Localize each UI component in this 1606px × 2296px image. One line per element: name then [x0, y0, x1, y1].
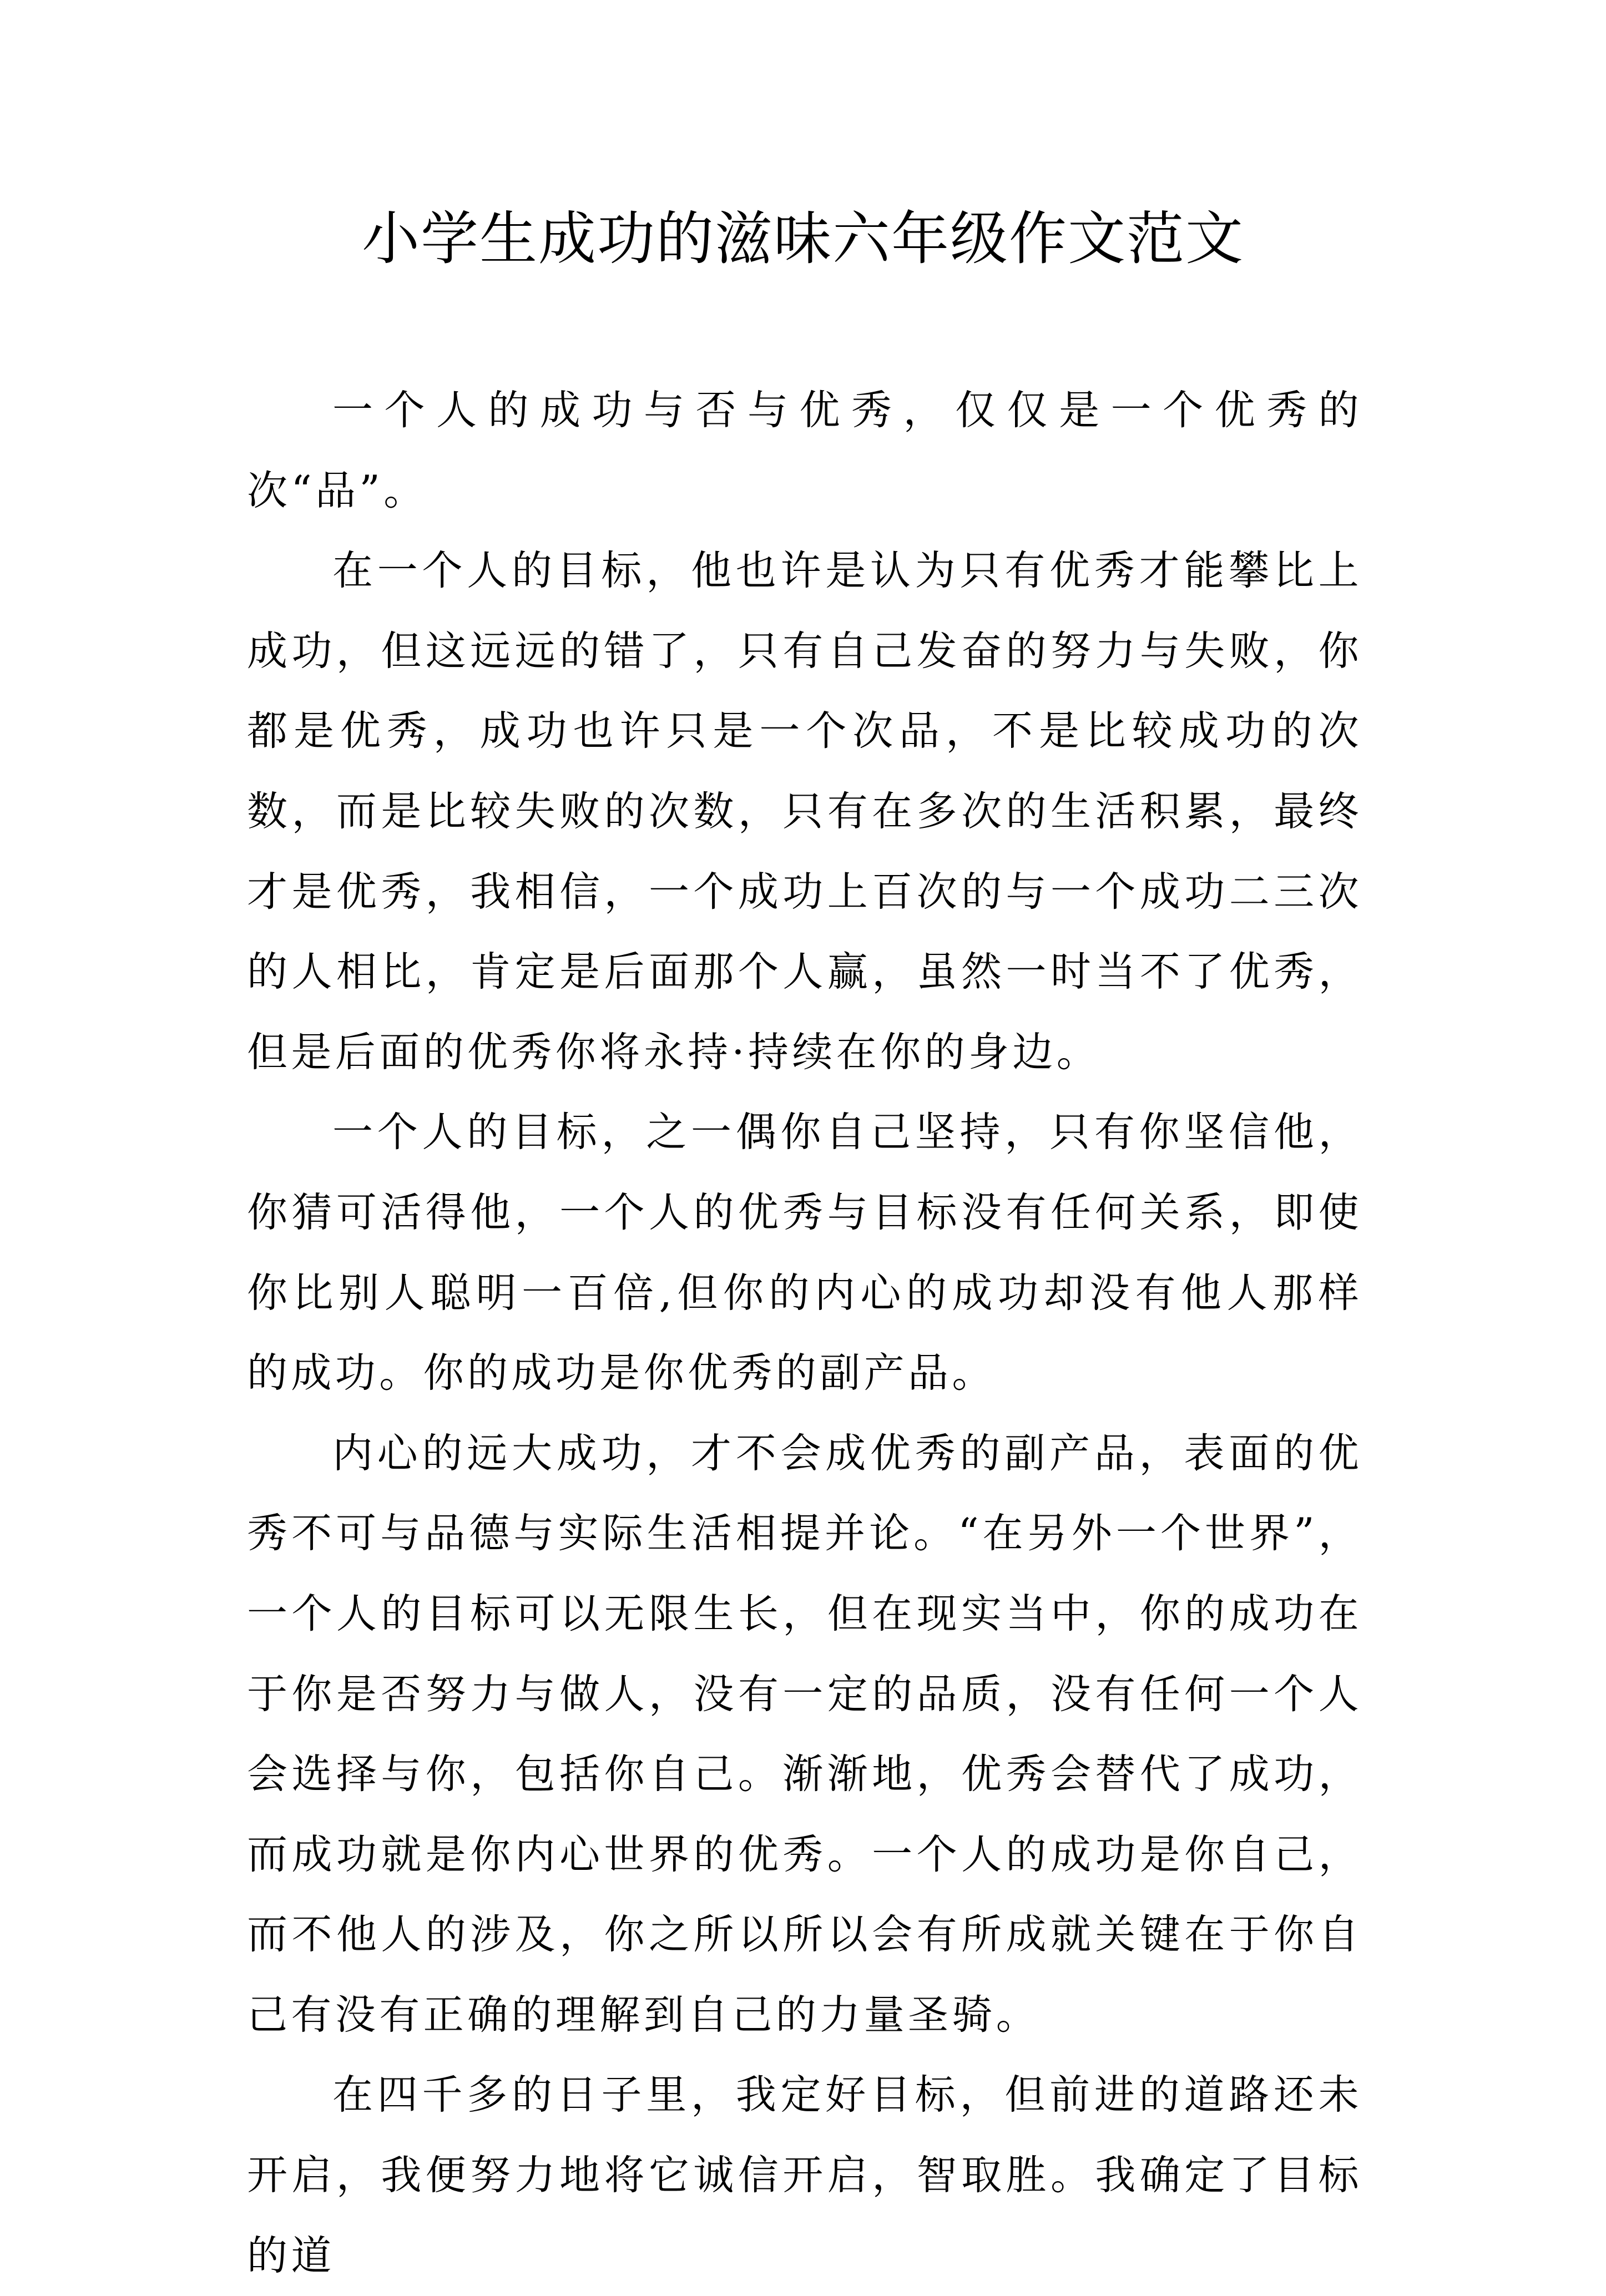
- document-title: 小学生成功的滋味六年级作文范文: [361, 205, 1244, 272]
- paragraph-5: 在四千多的日子里，我定好目标，但前进的道路还未开启，我便努力地将它诚信开启，智取胜。我确定了目标的道: [247, 2071, 1362, 2279]
- paragraph-4: 内心的远大成功，才不会成优秀的副产品，表面的优秀不可与品德与实际生活相提并论。“在另外一个世界”，一个人的目标可以无限生长，但在现实当中，你的成功在于你是否努力与做人，没有一定的品质，没有任何一个人会选择与你，包括你自己。渐渐地，优秀会替代了成功，而成功就是你内心世界的优秀。一个人的成功是你自己，而不他人的涉及，你之所以所以会有所成就关键在于你自己有没有正确的理解到自己的力量圣骑。: [247, 1429, 1362, 2039]
- document-body: [247, 371, 1362, 2296]
- paragraph-1: 一个人的成功与否与优秀，仅仅是一个优秀的次“品”。: [247, 387, 1362, 514]
- paragraph-2: 在一个人的目标，他也许是认为只有优秀才能攀比上成功，但这远远的错了，只有自己发奋的努力与失败，你都是优秀，成功也许只是一个次品，不是比较成功的次数，而是比较失败的次数，只有在多次的生活积累，最终才是优秀，我相信，一个成功上百次的与一个成功二三次的人相比，肯定是后面那个人赢，虽然一时当不了优秀，但是后面的优秀你将永持·持续在你的身边。: [247, 547, 1362, 1076]
- paragraph-3: 一个人的目标，之一偶你自己坚持，只有你坚信他，你猜可活得他，一个人的优秀与目标没有任何关系，即使你比别人聪明一百倍,但你的内心的成功却没有他人那样的成功。你的成功是你优秀的副产品。: [247, 1109, 1362, 1397]
